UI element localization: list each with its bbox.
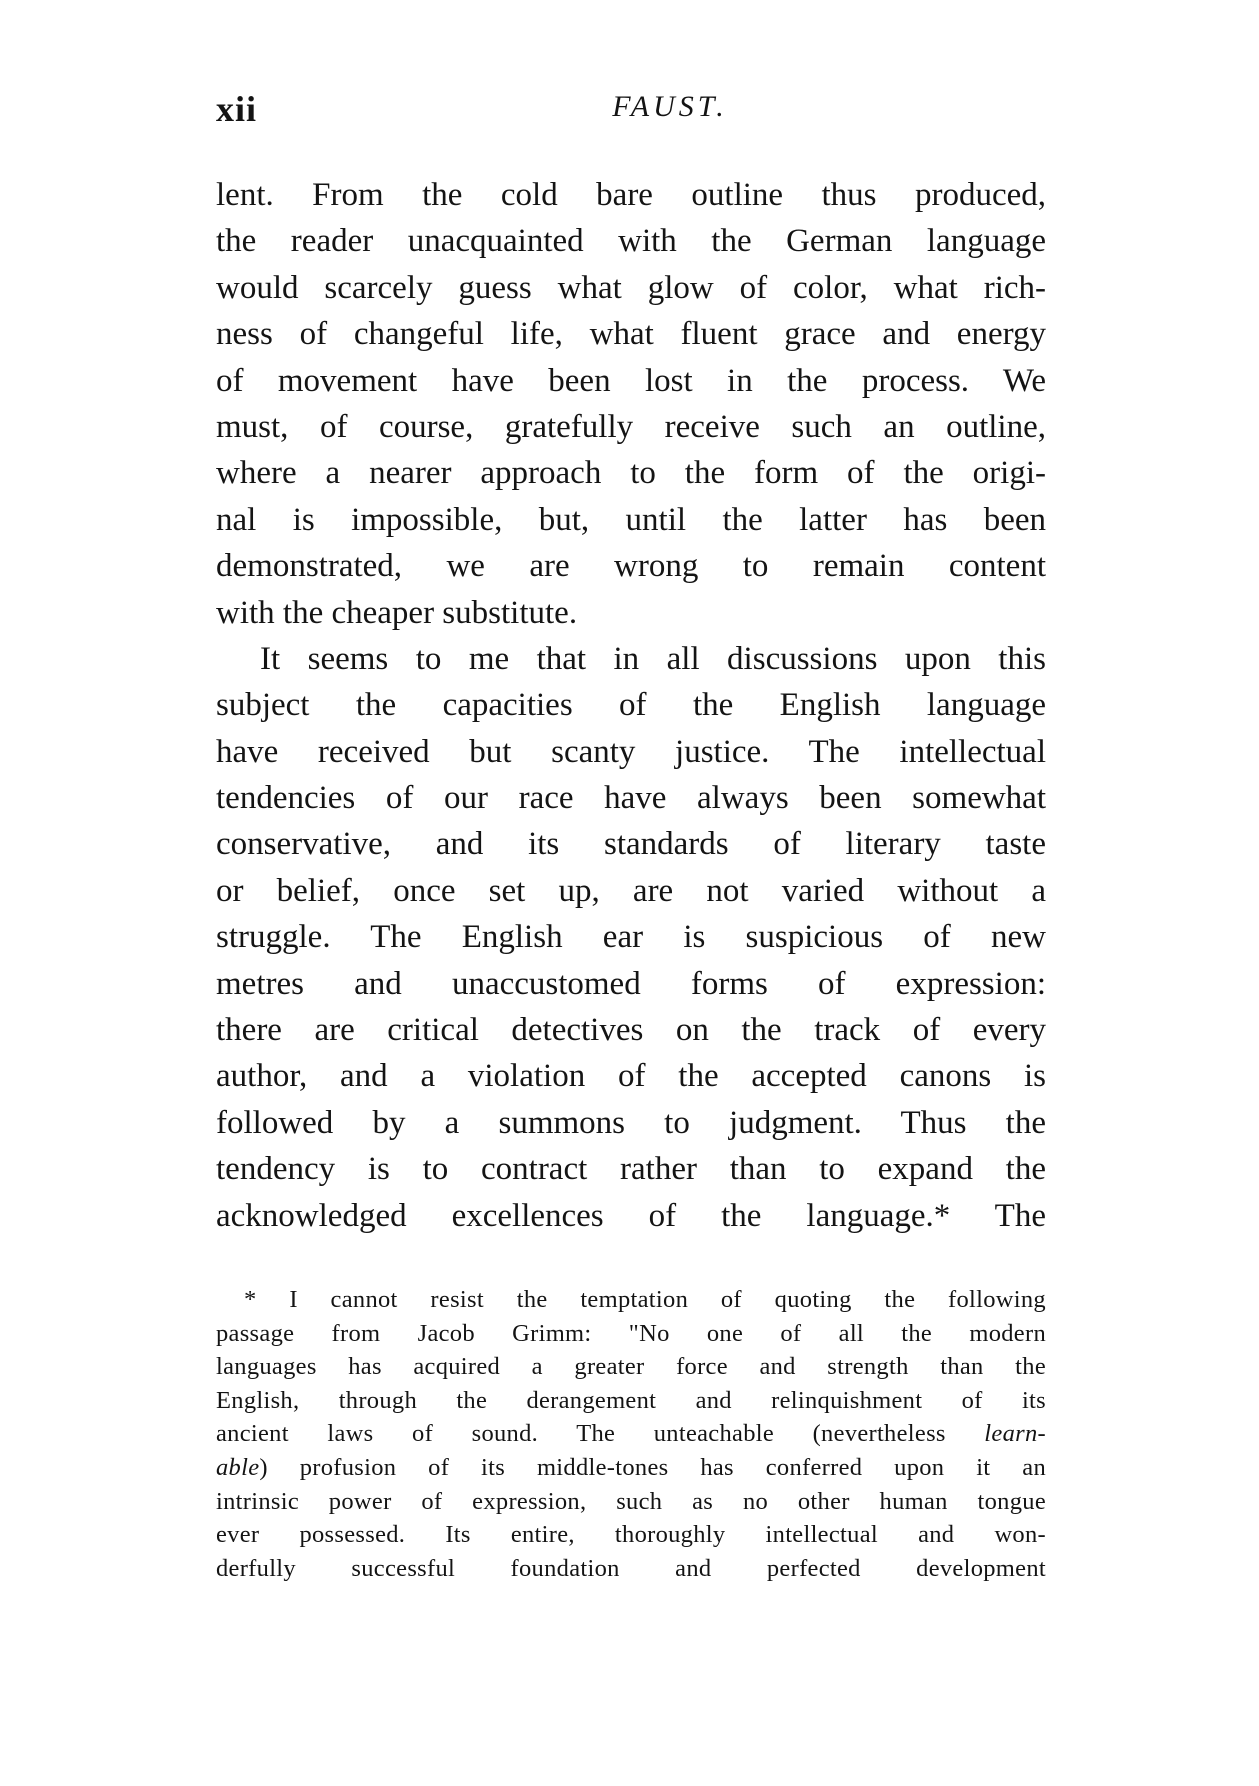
footnote-italic-word: learn-: [984, 1420, 1046, 1448]
footnote-line-text: ancient laws of sound. The unteachable (nevertheless: [216, 1420, 946, 1448]
footnote: [216, 1283, 1046, 1585]
text-line: must, of course, gratefully receive such an outline,: [216, 408, 1046, 445]
footnote-line: intrinsic power of expression, such as no other human tongue: [216, 1487, 1046, 1515]
text-line: conservative, and its standards of literary taste: [216, 826, 1046, 863]
page-number: xii: [216, 89, 258, 129]
text-line: acknowledged excellences of the language.* The: [216, 1197, 1046, 1234]
text-line: lent. From the cold bare outline thus produced,: [216, 177, 1046, 213]
text-line: demonstrated, we are wrong to remain content: [216, 548, 1046, 585]
main-text: [216, 172, 1046, 1239]
footnote-line: [216, 1417, 1046, 1451]
text-line: author, and a violation of the accepted canons is: [216, 1058, 1046, 1095]
text-line: of movement have been lost in the process. We: [216, 362, 1046, 399]
text-line: there are critical detectives on the track of every: [216, 1012, 1046, 1049]
text-line: ness of changeful life, what fluent grace and energy: [216, 316, 1046, 353]
footnote-line: able) profusion of its middle-tones has conferred upon it an: [216, 1453, 1046, 1481]
text-line: struggle. The English ear is suspicious of new: [216, 919, 1046, 956]
text-line: metres and unaccustomed forms of expression:: [216, 965, 1046, 1002]
footnote-line: passage from Jacob Grimm: "No one of all the modern: [216, 1319, 1046, 1347]
running-title: FAUST.: [612, 90, 728, 123]
footnote-line: derfully successful foundation and perfected development: [216, 1554, 1046, 1582]
text-line: followed by a summons to judgment. Thus the: [216, 1104, 1046, 1141]
text-line: tendency is to contract rather than to expand the: [216, 1151, 1046, 1188]
text-line: would scarcely guess what glow of color, what rich-: [216, 269, 1046, 306]
footnote-line-text: profusion of its middle-tones has conferred upon it an: [299, 1453, 1046, 1481]
text-line: the reader unacquainted with the German language: [216, 223, 1046, 260]
text-line: with the cheaper substitute.: [216, 594, 578, 631]
text-line: tendencies of our race have always been somewhat: [216, 780, 1046, 817]
text-line: subject the capacities of the English language: [216, 687, 1046, 724]
text-line: or belief, once set up, are not varied without a: [216, 872, 1046, 909]
footnote-italic-word: able: [216, 1453, 260, 1481]
text-line: nal is impossible, but, until the latter has been: [216, 501, 1046, 538]
footnote-line: languages has acquired a greater force and strength than the: [216, 1353, 1046, 1381]
text-line: where a nearer approach to the form of the origi-: [216, 455, 1046, 492]
footnote-line: * I cannot resist the temptation of quoting the following: [244, 1286, 1046, 1313]
text-line: have received but scanty justice. The intellectual: [216, 733, 1046, 770]
paragraph-start-line: It seems to me that in all discussions upon this: [260, 640, 1046, 677]
footnote-line: ever possessed. Its entire, thoroughly intellectual and won-: [216, 1521, 1046, 1549]
footnote-line: English, through the derangement and relinquishment of its: [216, 1386, 1046, 1414]
